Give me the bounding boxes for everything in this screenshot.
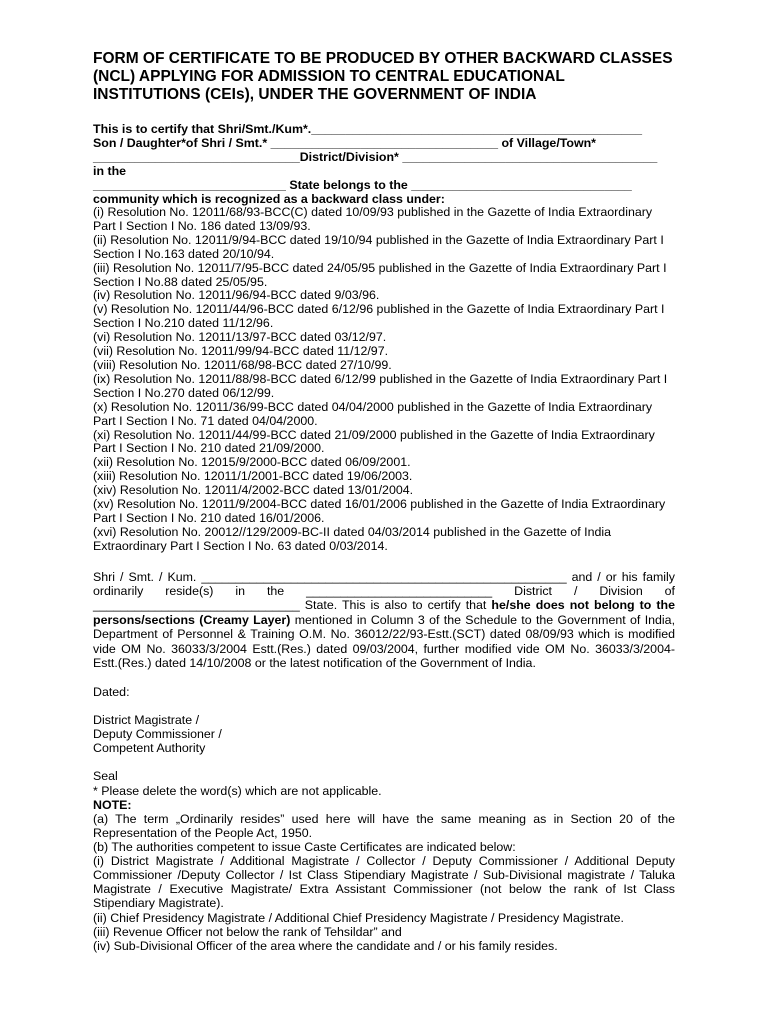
- note-item: (iv) Sub-Divisional Officer of the area where the candidate and / or his family resides.: [93, 938, 558, 953]
- notes-list: [93, 812, 675, 953]
- seal-label: Seal: [93, 769, 118, 784]
- resolution-item: (vi) Resolution No. 12011/13/97-BCC dated 03/12/97.: [93, 330, 387, 345]
- resolution-item: (i) Resolution No. 12011/68/93-BCC(C) dated 10/09/93 published in the Gazette of India Extraordinary Part I Section I No. 186 dated 13/09/93.: [93, 205, 653, 233]
- creamy-text-1: Shri / Smt. / Kum. _____________________________________________________ and / or his family ordinarily reside(s) in the ___________________________ District / Division of ______________________________ State. This is also to certify that: [93, 569, 675, 613]
- resolution-item: (xi) Resolution No. 12011/44/99-BCC dated 21/09/2000 published in the Gazette of India Extraordinary Part I Section I No. 210 dated 21/09/2000.: [93, 427, 655, 456]
- fill-line: ____________________________ State belongs to the ________________________________: [93, 178, 632, 192]
- authority-line: Competent Authority: [93, 741, 206, 756]
- resolution-item: (iii) Resolution No. 12011/7/95-BCC dated 24/05/95 published in the Gazette of India Extraordinary Part I Section I No.88 dated 25/05/95.: [93, 260, 667, 289]
- note-item: (ii) Chief Presidency Magistrate / Additional Chief Presidency Magistrate / Presidency Magistrate.: [93, 910, 624, 925]
- fill-line: This is to certify that Shri/Smt./Kum*.________________________________________________: [93, 122, 643, 136]
- resolution-item: (xii) Resolution No. 12015/9/2000-BCC dated 06/09/2001.: [93, 455, 411, 470]
- resolution-item: (xiv) Resolution No. 12011/4/2002-BCC dated 13/01/2004.: [93, 483, 414, 498]
- resolution-item: (vii) Resolution No. 12011/99/94-BCC dated 11/12/97.: [93, 344, 389, 359]
- note-item: (b) The authorities competent to issue Caste Certificates are indicated below:: [93, 840, 516, 855]
- resolution-item: (ii) Resolution No. 12011/9/94-BCC dated 19/10/94 published in the Gazette of India Extraordinary Part I Section I No.163 dated 20/10/94.: [93, 232, 664, 261]
- authority-block: [93, 713, 675, 756]
- resolution-item: (ix) Resolution No. 12011/88/98-BCC dated 6/12/99 published in the Gazette of India Extraordinary Part I Section I No.270 dated 06/12/99.: [93, 371, 668, 400]
- creamy-text-bold: he/she does not belong to the persons/sections (Creamy Layer): [93, 598, 675, 627]
- delete-note: * Please delete the word(s) which are not applicable.: [93, 783, 382, 798]
- resolution-item: (iv) Resolution No. 12011/96/94-BCC dated 9/03/96.: [93, 288, 380, 303]
- fill-in-section: [93, 122, 675, 206]
- dated-label: Dated:: [93, 684, 130, 699]
- fill-line: community which is recognized as a backward class under:: [93, 192, 445, 206]
- fill-line: Son / Daughter*of Shri / Smt.* _________________________________ of Village/Town*: [93, 136, 597, 150]
- certificate-page: [93, 50, 675, 953]
- note-item: (i) District Magistrate / Additional Magistrate / Collector / Deputy Commissioner / Additional Deputy Commissioner /Deputy Collector / Ist Class Stipendiary Magistrate / Sub-Divisional magistrate / Taluka Magistrate / Executive Magistrate/ Extra Assistant Commissioner (not below the rank of Ist Class Stipendiary Magistrate).: [93, 854, 675, 911]
- resolution-item: (xv) Resolution No. 12011/9/2004-BCC dated 16/01/2006 published in the Gazette of India Extraordinary Part I Section I No. 210 dated 16/01/2006.: [93, 497, 666, 525]
- note-heading: NOTE:: [93, 797, 132, 812]
- resolution-item: (v) Resolution No. 12011/44/96-BCC dated 6/12/96 published in the Gazette of India Extraordinary Part I Section I No.210 dated 11/12/96.: [93, 302, 665, 331]
- page-title: FORM OF CERTIFICATE TO BE PRODUCED BY OTHER BACKWARD CLASSES (NCL) APPLYING FOR ADMISSION TO CENTRAL EDUCATIONAL INSTITUTIONS (CEIs), UNDER THE GOVERNMENT OF INDIA: [93, 50, 673, 103]
- resolution-item: (x) Resolution No. 12011/36/99-BCC dated 04/04/2000 published in the Gazette of India Extraordinary Part I Section I No. 71 dated 04/04/2000.: [93, 399, 653, 428]
- fill-line: in the: [93, 164, 127, 178]
- fill-line: ______________________________District/Division* _____________________________________: [93, 150, 658, 164]
- authority-line: Deputy Commissioner /: [93, 726, 222, 741]
- creamy-layer-paragraph: [93, 570, 675, 671]
- resolution-item: (viii) Resolution No. 12011/68/98-BCC dated 27/10/99.: [93, 357, 392, 372]
- note-item: (iii) Revenue Officer not below the rank of Tehsildar” and: [93, 924, 402, 939]
- resolution-item: (xvi) Resolution No. 20012//129/2009-BC-II dated 04/03/2014 published in the Gazette of India Extraordinary Part I Section I No. 63 dated 0/03/2014.: [93, 524, 611, 553]
- authority-line: District Magistrate /: [93, 712, 200, 727]
- resolution-item: (xiii) Resolution No. 12011/1/2001-BCC dated 19/06/2003.: [93, 469, 413, 484]
- resolution-list: [93, 206, 675, 554]
- creamy-text-2: mentioned in Column 3 of the Schedule to the Government of India, Department of Personnel & Training O.M. No. 36012/22/93-Estt.(SCT) dated 08/09/93 which is modified vide OM No. 36033/3/2004 Estt.(Res.) dated 09/03/2004, further modified vide OM No. 36033/3/2004-Estt.(Res.) dated 14/10/2008 or the latest notification of the Government of India.: [93, 612, 676, 671]
- note-item: (a) The term „Ordinarily resides” used here will have the same meaning as in Section 20 of the Representation of the People Act, 1950.: [93, 811, 675, 841]
